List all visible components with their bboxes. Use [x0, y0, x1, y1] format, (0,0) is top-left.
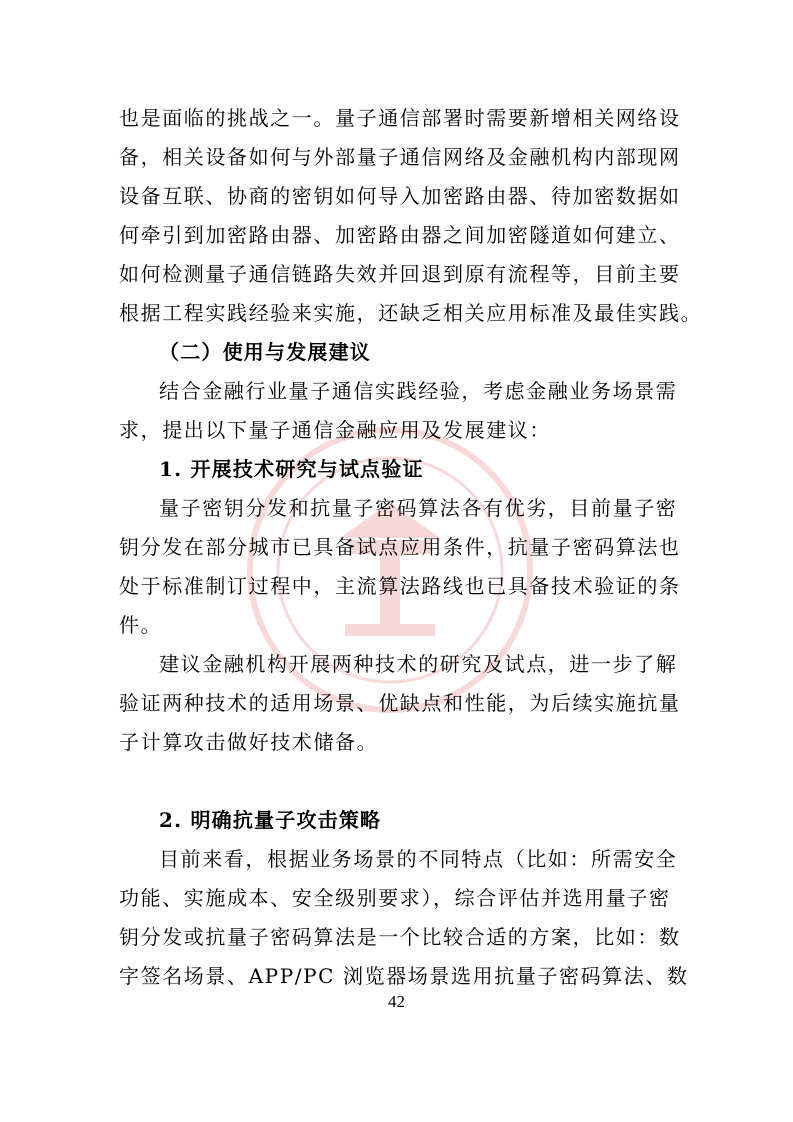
page-number: 42	[388, 992, 405, 1011]
paragraph-1-line-6: 根据工程实践经验来实施，还缺乏相关应用标准及最佳实践。	[119, 301, 703, 325]
paragraph-3-line-1: 量子密钥分发和抗量子密码算法各有优劣，目前量子密	[159, 496, 678, 520]
paragraph-5-line-4: 字签名场景、APP/PC 浏览器场景选用抗量子密码算法、数	[119, 964, 689, 988]
paragraph-3-line-2: 钥分发在部分城市已具备试点应用条件，抗量子密码算法也	[119, 535, 681, 559]
section-heading: （二）使用与发展建议	[159, 340, 371, 364]
paragraph-5-line-3: 钥分发或抗量子密码算法是一个比较合适的方案，比如：数	[119, 925, 681, 949]
paragraph-4-line-2: 验证两种技术的适用场景、优缺点和性能，为后续实施抗量	[119, 691, 681, 715]
paragraph-5-line-2: 功能、实施成本、安全级别要求），综合评估并选用量子密	[119, 886, 671, 910]
paragraph-2-line-1: 结合金融行业量子通信实践经验，考虑金融业务场景需	[159, 379, 678, 403]
paragraph-1-line-5: 如何检测量子通信链路失效并回退到原有流程等，目前主要	[119, 262, 681, 286]
paragraph-1-line-1: 也是面临的挑战之一。量子通信部署时需要新增相关网络设	[119, 106, 681, 130]
paragraph-2-line-2: 求，提出以下量子通信金融应用及发展建议：	[119, 418, 551, 442]
paragraph-1-line-4: 何牵引到加密路由器、加密路由器之间加密隧道如何建立、	[119, 223, 681, 247]
paragraph-5-line-1: 目前来看，根据业务场景的不同特点（比如：所需安全	[159, 847, 678, 871]
paragraph-1-line-2: 备，相关设备如何与外部量子通信网络及金融机构内部现网	[119, 145, 681, 169]
paragraph-1-line-3: 设备互联、协商的密钥如何导入加密路由器、待加密数据如	[119, 184, 681, 208]
paragraph-4-line-3: 子计算攻击做好技术储备。	[119, 730, 379, 754]
subheading-2: 2. 明确抗量子攻击策略	[159, 808, 382, 832]
paragraph-3-line-3: 处于标准制订过程中，主流算法路线也已具备技术验证的条	[119, 574, 681, 598]
paragraph-4-line-1: 建议金融机构开展两种技术的研究及试点，进一步了解	[159, 652, 678, 676]
paragraph-3-line-4: 件。	[119, 613, 163, 637]
subheading-1: 1. 开展技术研究与试点验证	[159, 457, 424, 481]
